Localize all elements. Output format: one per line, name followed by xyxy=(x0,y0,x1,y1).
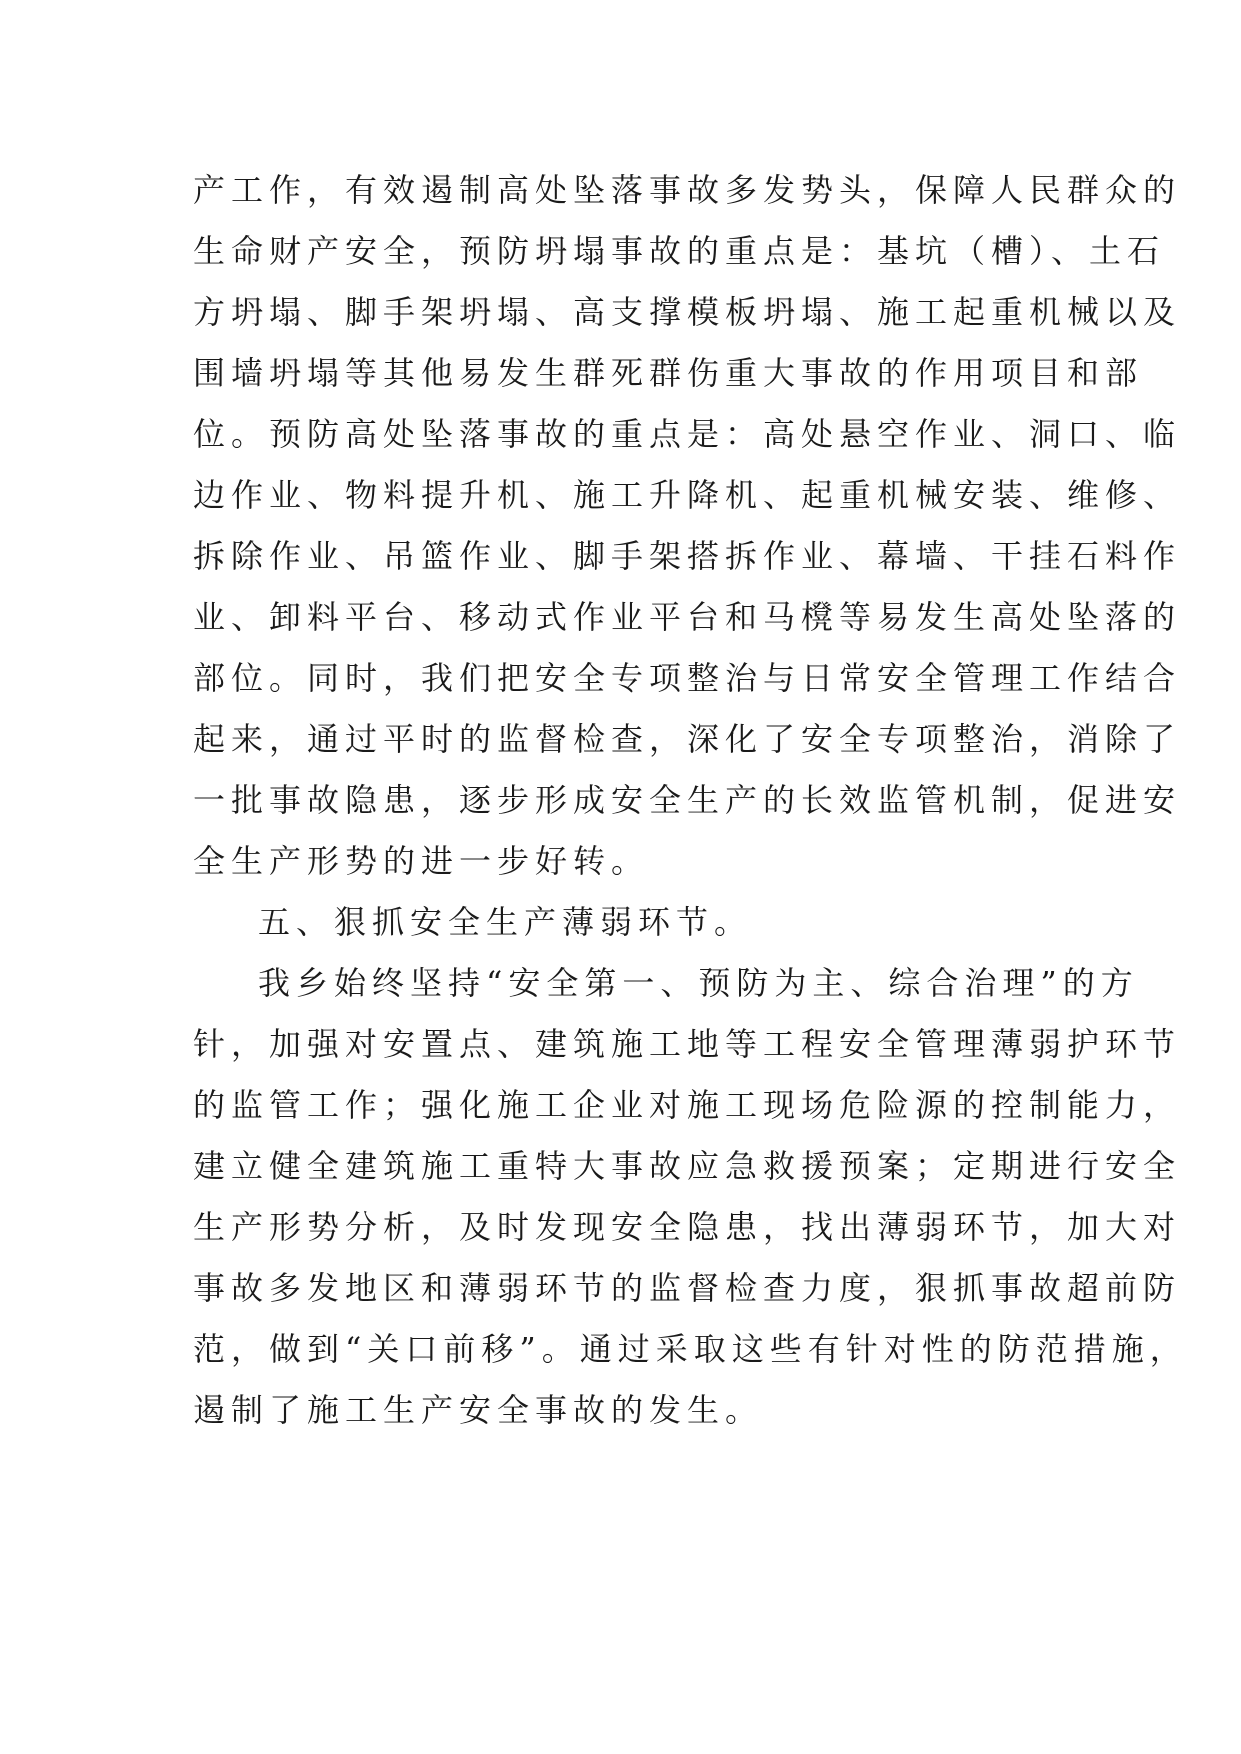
text-line: 遏制了施工生产安全事故的发生。 xyxy=(193,1391,764,1429)
document-body xyxy=(193,160,1188,1441)
text-line: 边作业、物料提升机、施工升降机、起重机械安装、维修、 xyxy=(193,476,1182,514)
text-line: 建立健全建筑施工重特大事故应急救援预案；定期进行安全 xyxy=(193,1147,1182,1185)
text-line: 业、卸料平台、移动式作业平台和马櫈等易发生高处坠落的 xyxy=(193,598,1182,636)
text-line: 围墙坍塌等其他易发生群死群伤重大事故的作用项目和部 xyxy=(193,354,1144,392)
text-line: 部位。同时，我们把安全专项整治与日常安全管理工作结合 xyxy=(193,659,1182,697)
text-line: 起来，通过平时的监督检查，深化了安全专项整治，消除了 xyxy=(193,720,1182,758)
text-line: 的监管工作；强化施工企业对施工现场危险源的控制能力， xyxy=(193,1086,1182,1124)
text-line: 位。预防高处坠落事故的重点是：高处悬空作业、洞口、临 xyxy=(193,415,1182,453)
text-line: 我乡始终坚持“安全第一、预防为主、综合治理”的方 xyxy=(258,964,1139,1002)
text-line: 拆除作业、吊篮作业、脚手架搭拆作业、幕墙、干挂石料作 xyxy=(193,537,1182,575)
text-line: 全生产形势的进一步好转。 xyxy=(193,842,650,880)
section-heading: 五、狠抓安全生产薄弱环节。 xyxy=(258,903,753,941)
text-line: 事故多发地区和薄弱环节的监督检查力度，狠抓事故超前防 xyxy=(193,1269,1182,1307)
text-line: 范，做到“关口前移”。通过采取这些有针对性的防范措施， xyxy=(193,1330,1188,1368)
text-line: 针，加强对安置点、建筑施工地等工程安全管理薄弱护环节 xyxy=(193,1025,1182,1063)
text-line: 方坍塌、脚手架坍塌、高支撑模板坍塌、施工起重机械以及 xyxy=(193,293,1182,331)
text-line: 生产形势分析，及时发现安全隐患，找出薄弱环节，加大对 xyxy=(193,1208,1182,1246)
text-line: 产工作，有效遏制高处坠落事故多发势头，保障人民群众的 xyxy=(193,171,1182,209)
text-line: 一批事故隐患，逐步形成安全生产的长效监管机制，促进安 xyxy=(193,781,1182,819)
text-line: 生命财产安全，预防坍塌事故的重点是：基坑（槽）、土石 xyxy=(193,232,1166,270)
